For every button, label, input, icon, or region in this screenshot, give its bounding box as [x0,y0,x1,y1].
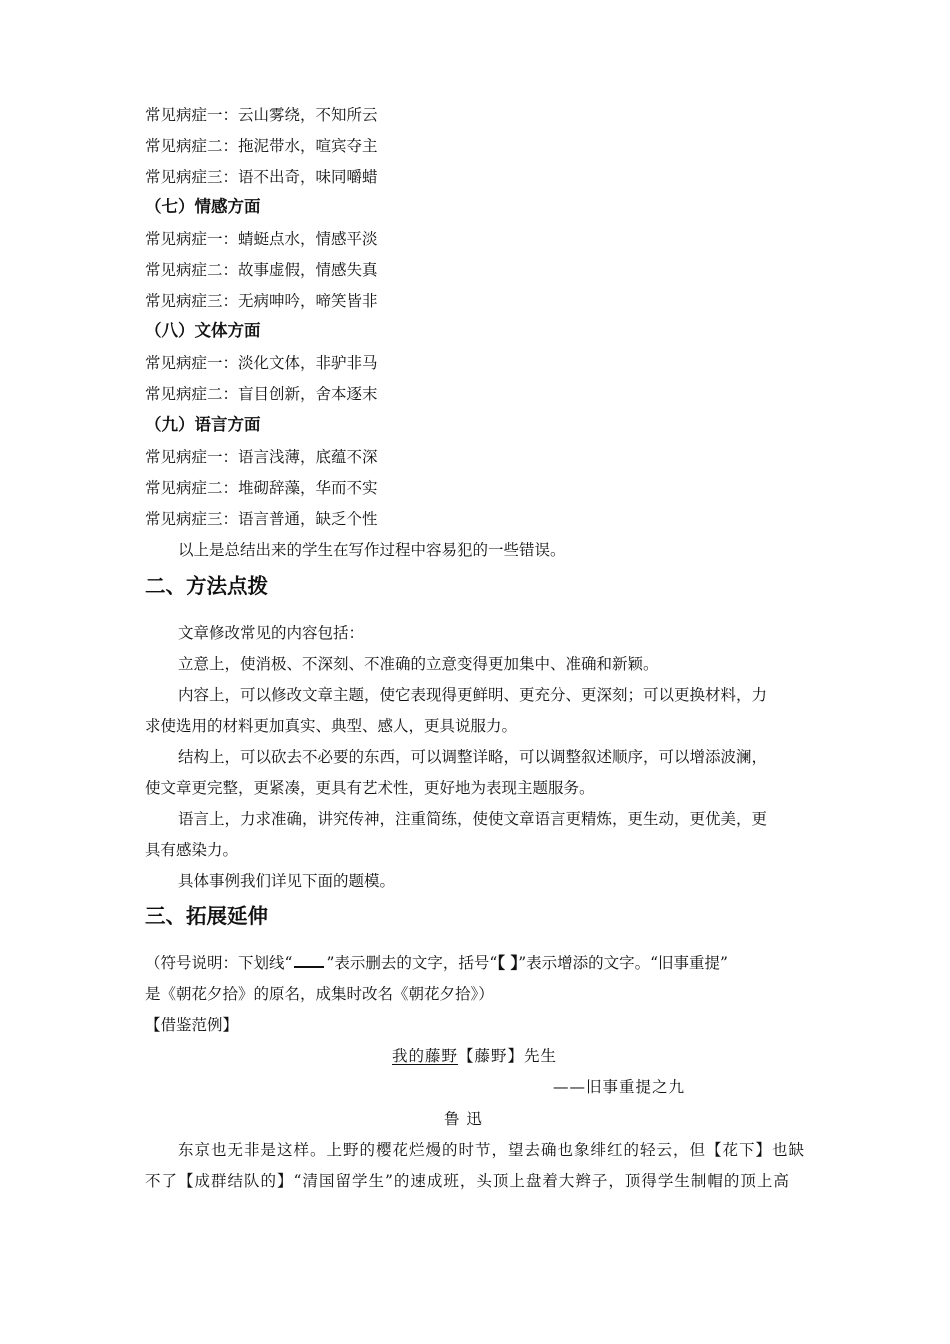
symptom-line: 常见病症二：盲目创新，舍本逐末 [145,385,378,403]
symptom-line: 常见病症一：语言浅薄，底蕴不深 [145,448,378,466]
paragraph: 立意上，使消极、不深刻、不准确的立意变得更加集中、准确和新颖。 [178,655,659,673]
essay-text: 不了 [145,1172,179,1190]
paragraph: 内容上，可以修改文章主题，使它表现得更鲜明、更充分、更深刻；可以更换材料，力 [178,686,768,704]
added-text: 【成群结队的】 [178,1172,294,1190]
deleted-text: 我的藤野 [392,1047,459,1065]
bracket-symbol: 【 】 [497,953,519,972]
paragraph-continuation: 求使选用的材料更加真实、典型、感人，更具说服力。 [145,717,518,735]
added-text: 【花下】 [706,1141,773,1159]
paragraph: 文章修改常见的内容包括： [178,624,365,642]
symptom-line: 常见病症二：堆砌辞藻，华而不实 [145,479,378,497]
essay-text: 也缺 [772,1141,806,1159]
symptom-line: 常见病症一：蜻蜓点水，情感平淡 [145,230,378,248]
symptom-line: 常见病症二：故事虚假，情感失真 [145,261,378,279]
note-text: （符号说明：下划线“ [145,954,293,972]
paragraph: 语言上，力求准确，讲究传神，注重简练，使使文章语言更精炼，更生动，更优美，更 [178,810,768,828]
symbol-note [145,952,728,974]
note-text: ”表示删去的文字，括号“ [326,954,498,972]
symptom-line: 常见病症一：云山雾绕，不知所云 [145,106,378,124]
essay-title [392,1045,557,1067]
essay-subtitle: ——旧事重提之九 [553,1078,686,1096]
essay-body-line [178,1139,805,1161]
paragraph: 具体事例我们详见下面的题模。 [178,872,396,890]
paragraph: 结构上，可以砍去不必要的东西，可以调整详略，可以调整叙述顺序，可以增添波澜， [178,748,768,766]
essay-body-line [145,1170,790,1192]
added-text: 【藤野】 [458,1047,525,1065]
example-label: 【借鉴范例】 [145,1016,239,1034]
essay-text: 东京也无非是这样。上野的樱花烂熳的时节，望去确也象绯红的轻云，但 [178,1141,707,1159]
paragraph-continuation: 使文章更完整，更紧凑，更具有艺术性，更好地为表现主题服务。 [145,779,595,797]
symptom-line: 常见病症一：淡化文体，非驴非马 [145,354,378,372]
underline-symbol [294,954,324,968]
paragraph-continuation: 具有感染力。 [145,841,239,859]
note-text: ”表示增添的文字。“旧事重提” [518,954,728,972]
subheading-emotion: （七）情感方面 [145,197,261,216]
symptom-line: 常见病症三：语言普通，缺乏个性 [145,510,378,528]
symptom-line: 常见病症三：无病呻吟，啼笑皆非 [145,292,378,310]
symbol-note-continuation: 是《朝花夕拾》的原名，成集时改名《朝花夕拾》） [145,985,494,1003]
essay-text: “清国留学生”的速成班，头顶上盘着大辫子，顶得学生制帽的顶上高 [293,1172,790,1190]
subheading-language: （九）语言方面 [145,415,261,434]
section-heading-extension: 三、拓展延伸 [145,904,268,928]
symptom-line: 常见病症三：语不出奇，味同嚼蜡 [145,168,378,186]
subheading-genre: （八）文体方面 [145,321,261,340]
section-heading-methods: 二、方法点拨 [145,574,268,598]
essay-author: 鲁 迅 [444,1110,483,1128]
summary-paragraph: 以上是总结出来的学生在写作过程中容易犯的一些错误。 [178,541,566,559]
title-text: 先生 [524,1047,558,1065]
symptom-line: 常见病症二：拖泥带水，喧宾夺主 [145,137,378,155]
